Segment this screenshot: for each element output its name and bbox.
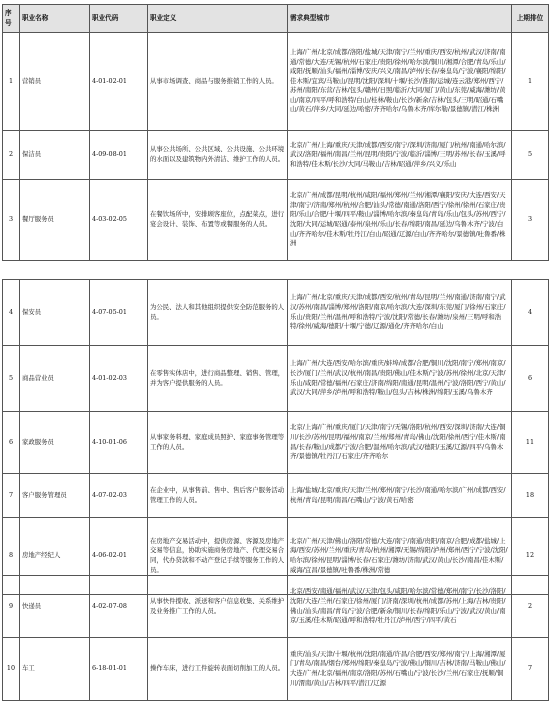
row-rank: 2 bbox=[512, 576, 549, 638]
row-no: 9 bbox=[3, 576, 20, 638]
row-definition: 在零售实体店中，进行商品整理、销售、管理，并为客户提供服务的人员。 bbox=[148, 346, 288, 412]
row-definition: 从事市场调查、商品与服务推销工作的人员。 bbox=[148, 33, 288, 131]
header-definition: 职业定义 bbox=[148, 5, 288, 33]
row-code: 4-06-02-01 bbox=[90, 518, 148, 595]
row-no: 1 bbox=[3, 33, 20, 131]
row-name: 快递员 bbox=[20, 576, 90, 638]
row-cities: 上海/广州/北京/成都/洛阳/盐城/天津/南宁/兰州/重庆/西安/杭州/武汉/济南/南通/常德/大连/无锡/杭州/石家庄/贵阳/徐州/哈尔滨/铜川/湘潭/合肥/青岛/乐山/咸阳/抚顺/汕头/福州/淄博/安庆/兴义/南昌/泸州/长春/秦皇岛/宁波/襄阳/绵阳/佳木斯/宜宾/马鞍山/昆明/沈阳/深圳/十堰/长沙/淮南/运城/连云港/郑州/西宁/苏州/南阳/东营/吉林/包头/赣州/日照/临沂/大同/厦门/黄山/东莞/威海/潍坊/黄山/南京/四平/呼和浩特/白山/桂林/鞍山/长沙/新余/吉林/包头/三明/昭通/石嘴山/黄石/萍乡/大同/延边/哈密/齐齐哈尔/乌鲁木齐/库尔勒/景德镇/潜江/株洲 bbox=[288, 33, 512, 131]
row-no: 7 bbox=[3, 474, 20, 518]
row-code: 4-07-02-03 bbox=[90, 474, 148, 518]
row-cities: 上海/盐城/北京/重庆/天津/兰州/郑州/南宁/长沙/南通/哈尔滨/广州/成都/西安/杭州/青岛/昆明/南昌/石嘴山/宁波/黄石/哈密 bbox=[288, 474, 512, 518]
table-row bbox=[3, 180, 549, 261]
row-code: 4-02-07-08 bbox=[90, 576, 148, 638]
row-definition: 从事公共场所、公共区域、公共设施、公共环境的水面以及建筑物内外清洁、维护工作的人员。 bbox=[148, 131, 288, 180]
row-name: 客户服务管理员 bbox=[20, 474, 90, 518]
row-cities: 上海/广州/大连/西安/哈尔滨/重庆/蚌埠/成都/合肥/铜川/沈阳/南宁/郑州/南京/长沙/厦门/兰州/武汉/杭州/南昌/贵阳/佛山/佳木斯/宁波/苏州/徐州/北京/天津/乐山/咸阳/常德/福州/石家庄/济南/绵阳/南通/昆明/温州/宁波/洛阳/西宁/黄山/武汉/大同/萍乡/泸州/呼和浩特/鞍山/包头/吉林/株洲/绵阳/玉溪/乌鲁木齐 bbox=[288, 346, 512, 412]
row-definition: 在房地产交易活动中，提供房源、客源及房地产交易等信息，协助实施商务房地产、代理交易合同，代办贷款和不动产登记手续等服务工作的人员。 bbox=[148, 518, 288, 595]
row-code: 4-01-02-03 bbox=[90, 346, 148, 412]
row-rank: 3 bbox=[512, 180, 549, 261]
row-no: 2 bbox=[3, 131, 20, 180]
row-rank: 18 bbox=[512, 474, 549, 518]
row-no: 6 bbox=[3, 412, 20, 474]
header-rank: 上期排位 bbox=[512, 5, 549, 33]
row-cities: 北京/广州/天津/佛山/洛阳/常德/大连/南宁/南通/贵阳/南京/合肥/成都/盐城/上海/西安/苏州/兰州/重庆/青岛/杭州/湘潭/无锡/绵阳/泸州/郑州/西宁/宁波/沈阳/哈尔滨/徐州/昆明/淄博/长春/石家庄/潍坊/济南/武汉/黄山/长沙/南昌/佳木斯/威海/宜昌/景德镇/吐鲁番/株洲/常德 bbox=[288, 518, 512, 595]
row-cities: 上海/广州/北京/重庆/天津/成都/西安/杭州/青岛/昆明/兰州/南通/济南/南宁/武汉/苏州/南昌/淄博/郑州/洛阳/南京/哈尔滨/大连/深圳/东莞/厦门/徐州/石家庄/乐山/贵阳/兰州/温州/呼和浩特/宁波/沈阳/常德/长春/潍坊/泉州/三明/呼和浩特/徐州/威海/德阳/十堰/宁德/辽源/通化/齐齐哈尔/白山 bbox=[288, 280, 512, 346]
row-definition: 在餐饮场所中，安排顾客座位，点配菜点，进行宴会设计、装饰、布置等或餐服务的人员。 bbox=[148, 180, 288, 261]
table-row bbox=[3, 346, 549, 412]
row-name: 保安员 bbox=[20, 280, 90, 346]
table-row bbox=[3, 638, 549, 701]
row-rank: 12 bbox=[512, 518, 549, 595]
table-row bbox=[3, 131, 549, 180]
row-name: 房地产经纪人 bbox=[20, 518, 90, 595]
row-rank: 4 bbox=[512, 280, 549, 346]
row-rank: 7 bbox=[512, 638, 549, 701]
row-code: 4-01-02-01 bbox=[90, 33, 148, 131]
row-name: 餐厅服务员 bbox=[20, 180, 90, 261]
row-definition: 从事家务料理、家庭成员照护、家庭事务管理等工作的人员。 bbox=[148, 412, 288, 474]
table-row bbox=[3, 280, 549, 346]
row-no: 8 bbox=[3, 518, 20, 595]
row-no: 3 bbox=[3, 180, 20, 261]
header-cities: 需求典型城市 bbox=[288, 5, 512, 33]
row-name: 保洁员 bbox=[20, 131, 90, 180]
header-name: 职业名称 bbox=[20, 5, 90, 33]
row-code: 4-09-08-01 bbox=[90, 131, 148, 180]
row-definition: 在企业中，从事售前、售中、售后客户服务活动管理工作的人员。 bbox=[148, 474, 288, 518]
row-name: 家政服务员 bbox=[20, 412, 90, 474]
row-cities: 北京/广州/成都/昆明/杭州/咸阳/福州/郑州/兰州/湘潭/襄阳/安庆/大连/西安/天津/南宁/济南/郑州/杭州/合肥/汕头/常德/南通/洛阳/西宁/徐州/徐州/石家庄/贵阳/乐山/合肥/十堰/四平/鞍山/淄博/哈尔滨/秦皇岛/青岛/乐山/包头/苏州/西宁/沈阳/大同/运城/昭通/泰州/泉州/乐山/长春/绵阳/南昌/延边/乌鲁木齐/宁波/白山/齐齐哈尔/佳木斯/牡丹江/白山/昭通/辽源/白山/齐齐哈尔/景德镇/吐鲁番/株洲 bbox=[288, 180, 512, 261]
table-row bbox=[3, 474, 549, 518]
header-code: 职业代码 bbox=[90, 5, 148, 33]
row-rank: 5 bbox=[512, 131, 549, 180]
row-cities: 重庆/汕头/天津/十堰/杭州/沈阳/南通/许昌/合肥/西安/郑州/南宁/上海/湘潭/厦门/青岛/南昌/烟台/郑州/绵阳/秦皇岛/宁波/佛山/铜川/吉林/济南/马鞍山/佛山/大连/广州/北京/福州/南京/洛阳/苏州/石嘴山/宁波/长沙/兰州/石家庄/抚顺/铜川/渭南/黄山/吉林/四平/潜江/辽源 bbox=[288, 638, 512, 701]
row-name: 车工 bbox=[20, 638, 90, 701]
row-definition: 操作车床，进行工件旋转表面切削加工的人员。 bbox=[148, 638, 288, 701]
row-cities: 北京/上海/广州/重庆/厦门/天津/南宁/无锡/洛阳/杭州/西安/深圳/济南/大连/铜川/长沙/苏州/昆明/福州/南京/兰州/郑州/青岛/佛山/沈阳/徐州/西宁/佳木斯/南昌/长春/鞍山/成都/宁波/合肥/温州/哈尔滨/武汉/德阳/玉溪/辽源/四平/乌鲁木齐/景德镇/牡丹江/石家庄/齐齐哈尔 bbox=[288, 412, 512, 474]
row-definition: 为公民、法人和其他组织提供安全防范服务的人员。 bbox=[148, 280, 288, 346]
row-code: 4-10-01-06 bbox=[90, 412, 148, 474]
header-no: 序号 bbox=[3, 5, 20, 33]
row-no: 10 bbox=[3, 638, 20, 701]
row-cities: 北京/西安/南通/福州/武汉/天津/包头/咸阳/哈尔滨/常德/郑州/南宁/长沙/洛阳/沈阳/大连/兰州/石家庄/徐州/厦门/济南/深圳/杭州/成都/苏州/上海/吉林/贵阳/佛山/汕头/南昌/青岛/宁波/合肥/新余/铜川/长春/绵阳/乐山/宁波/武汉/黄山/南京/玉溪/佳木斯/昭通/呼和浩特/牡丹江/泸州/西宁/四平/黄石 bbox=[288, 576, 512, 638]
table-row bbox=[3, 33, 549, 131]
row-code: 6-18-01-01 bbox=[90, 638, 148, 701]
row-cities: 北京/广州/上海/重庆/天津/成都/西安/南宁/深圳/济南/厦门/杭州/南通/哈尔滨/武汉/洛阳/福州/南昌/兰州/昆明/贵阳/宁波/临沂/淄博/三明/苏州/长春/玉溪/呼和浩特/佳木斯/长沙/大同/马鞍山/吉林/昭通/萍乡/兴义/乐山 bbox=[288, 131, 512, 180]
row-rank: 1 bbox=[512, 33, 549, 131]
table-row bbox=[3, 412, 549, 474]
row-no: 5 bbox=[3, 346, 20, 412]
row-name: 营销员 bbox=[20, 33, 90, 131]
occupation-table-block-3 bbox=[2, 575, 549, 701]
row-code: 4-07-05-01 bbox=[90, 280, 148, 346]
table-header-row bbox=[3, 5, 549, 33]
occupation-table-block-1 bbox=[2, 4, 549, 261]
row-code: 4-03-02-05 bbox=[90, 180, 148, 261]
row-rank: 11 bbox=[512, 412, 549, 474]
table-row bbox=[3, 576, 549, 638]
row-rank: 6 bbox=[512, 346, 549, 412]
row-name: 商品营业员 bbox=[20, 346, 90, 412]
occupation-table-block-2 bbox=[2, 279, 549, 595]
row-definition: 从事快件揽收、派送和客户信息收集、关系维护及业务推广工作的人员。 bbox=[148, 576, 288, 638]
row-no: 4 bbox=[3, 280, 20, 346]
